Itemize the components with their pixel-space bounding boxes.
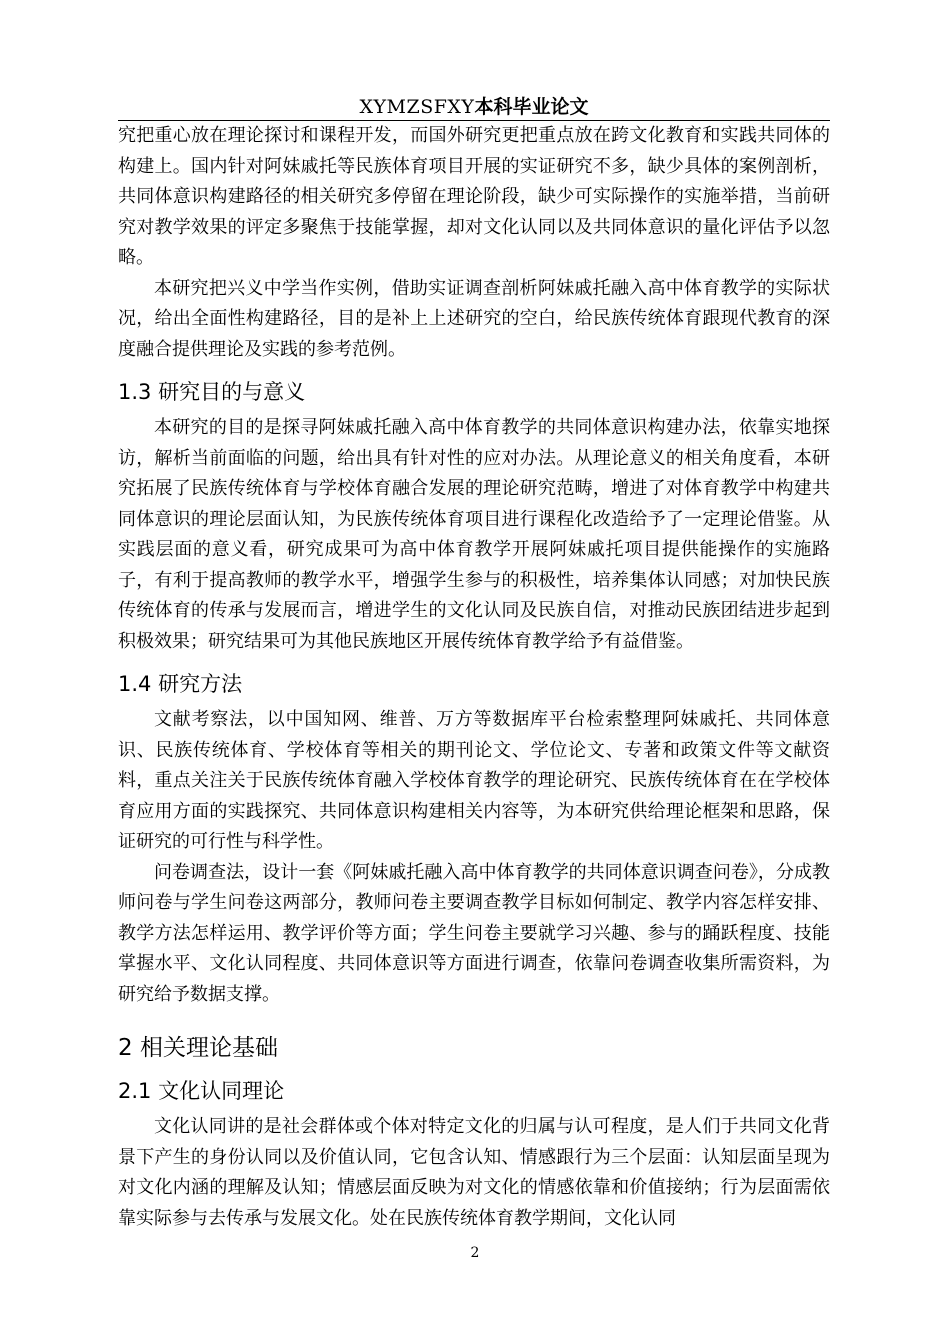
page-body [118, 121, 830, 1234]
paragraph-research-case: 本研究把兴义中学当作实例，借助实证调查剖析阿妹戚托融入高中体育教学的实际状况，给出全面性构建路径，目的是补上上述研究的空白，给民族传统体育跟现代教育的深度融合提供理论及实践的参考范例。 [118, 277, 830, 360]
header-school-code: XYMZSFXY [359, 96, 475, 118]
paragraph-cultural-identity: 文化认同讲的是社会群体或个体对特定文化的归属与认可程度，是人们于共同文化背景下产生的身份认同以及价值认同，它包含认知、情感跟行为三个层面：认知层面呈现为对文化内涵的理解及认知；情感层面反映为对文化的情感依靠和价值接纳；行为层面需依靠实际参与去传承与发展文化。处在民族传统体育教学期间，文化认同 [118, 1116, 830, 1229]
paragraph-continued: 究把重心放在理论探讨和课程开发，而国外研究更把重点放在跨文化教育和实践共同体的构建上。国内针对阿妹戚托等民族体育项目开展的实证研究不多，缺少具体的案例剖析，共同体意识构建路径的相关研究多停留在理论阶段，缺少可实际操作的实施举措，当前研究对教学效果的评定多聚焦于技能掌握，却对文化认同以及共同体意识的量化评估予以忽略。 [118, 125, 830, 268]
section-heading-2-1: 2.1 文化认同理论 [118, 1079, 285, 1103]
section-heading-1-3: 1.3 研究目的与意义 [118, 380, 306, 404]
page-number: 2 [470, 1245, 480, 1261]
paragraph-questionnaire-method: 问卷调查法，设计一套《阿妹戚托融入高中体育教学的共同体意识调查问卷》，分成教师问卷与学生问卷这两部分，教师问卷主要调查教学目标如何制定、教学内容怎样安排、教学方法怎样运用、教学评价等方面；学生问卷主要就学习兴趣、参与的踊跃程度、技能掌握水平、文化认同程度、共同体意识等方面进行调查，依靠问卷调查收集所需资料，为研究给予数据支撑。 [118, 861, 830, 1005]
paragraph-literature-method: 文献考察法，以中国知网、维普、万方等数据库平台检索整理阿妹戚托、共同体意识、民族传统体育、学校体育等相关的期刊论文、学位论文、专著和政策文件等文献资料，重点关注关于民族传统体育融入学校体育教学的理论研究、民族传统体育在在学校体育应用方面的实践探究、共同体意识构建相关内容等，为本研究供给理论框架和思路，保证研究的可行性与科学性。 [118, 709, 830, 852]
header-title: 本科毕业论文 [474, 96, 589, 118]
section-heading-1-4: 1.4 研究方法 [118, 672, 243, 696]
paragraph-purpose-significance: 本研究的目的是探寻阿妹戚托融入高中体育教学的共同体意识构建办法，依靠实地探访，解析当前面临的问题，给出具有针对性的应对办法。从理论意义的相关角度看，本研究拓展了民族传统体育与学校体育融合发展的理论研究范畴，增进了对体育教学中构建共同体意识的理论层面认知，为民族传统体育项目进行课程化改造给予了一定理论借鉴。从实践层面的意义看，研究成果可为高中体育教学开展阿妹戚托项目提供能操作的实施路子，有利于提高教师的教学水平，增强学生参与的积极性，培养集体认同感；对加快民族传统体育的传承与发展而言，增进学生的文化认同及民族自信，对推动民族团结进步起到积极效果；研究结果可为其他民族地区开展传统体育教学给予有益借鉴。 [118, 417, 830, 652]
page-header [118, 94, 830, 121]
chapter-heading-2: 2 相关理论基础 [118, 1035, 278, 1061]
